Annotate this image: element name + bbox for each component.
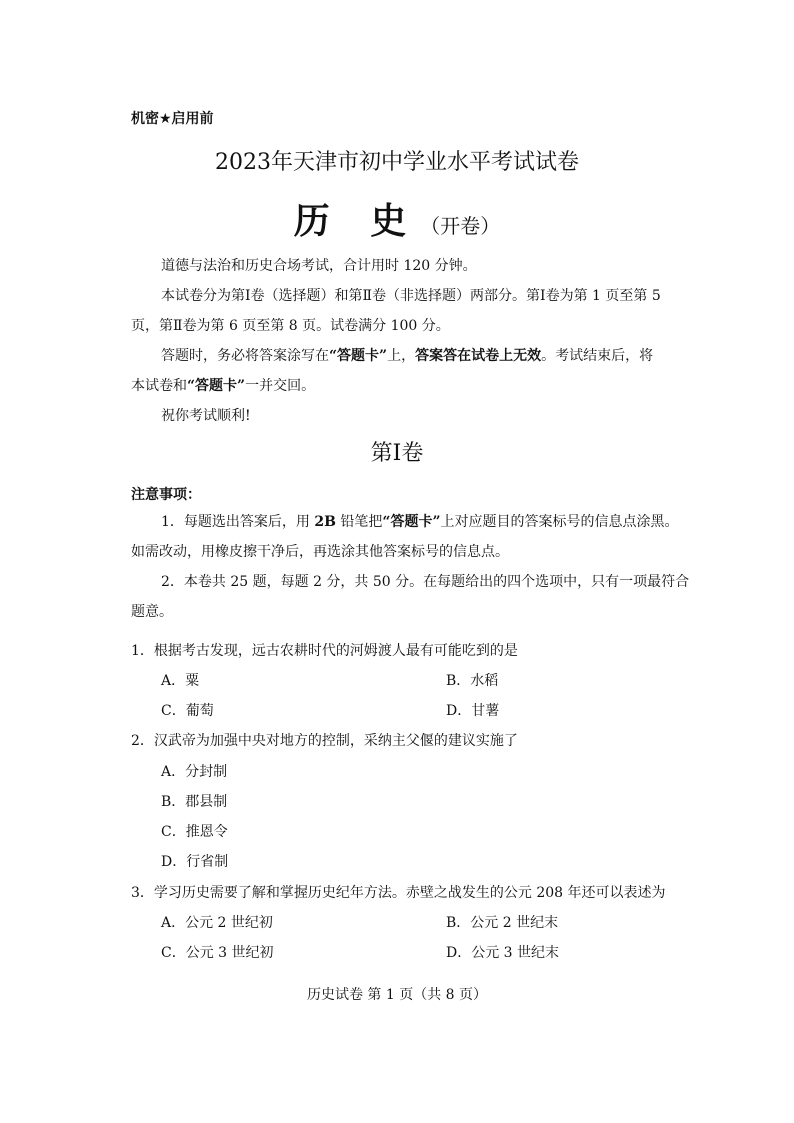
intro-paragraph-2-line-2: 页，第Ⅱ卷为第 6 页至第 8 页。试卷满分 100 分。 [131, 318, 450, 334]
question-2-option-a: A．分封制 [161, 764, 228, 780]
text-run: 。考试结束后，将 [541, 348, 654, 364]
text-run: 答题时，务必将答案涂写在 [161, 348, 329, 364]
text-run: 一并交回。 [245, 378, 316, 394]
subject-note: （开卷） [420, 214, 501, 238]
answer-card-term: “答题卡” [187, 378, 246, 394]
question-2-stem: 2．汉武帝为加强中央对地方的控制，采纳主父偃的建议实施了 [131, 733, 518, 749]
question-1-option-b: B．水稻 [446, 673, 499, 689]
text-run: 本试卷和 [131, 378, 187, 394]
notice-heading: 注意事项： [131, 487, 201, 503]
intro-paragraph-1: 道德与法治和历史合场考试，合计用时 120 分钟。 [161, 258, 477, 274]
text-run: 上对应题目的答案标号的信息点涂黑。 [440, 514, 679, 530]
exam-title: 2023年天津市初中学业水平考试试卷 [215, 150, 579, 175]
notice-item-2-line-2: 题意。 [131, 604, 173, 620]
answer-card-term: “答题卡” [329, 348, 388, 364]
question-2-option-c: C．推恩令 [161, 824, 228, 840]
question-3-option-a: A．公元 2 世纪初 [161, 915, 273, 931]
intro-paragraph-3-line-2 [131, 376, 315, 396]
notice-item-2-line-1: 2．本卷共 25 题，每题 2 分，共 50 分。在每题给出的四个选项中，只有一项最符合 [161, 574, 690, 590]
question-3-option-b: B．公元 2 世纪末 [446, 915, 559, 931]
question-2-option-d: D．行省制 [161, 854, 229, 870]
notice-item-1-line-1 [161, 512, 679, 532]
page-footer: 历史试卷 第 1 页（共 8 页） [306, 987, 488, 1003]
question-1-option-a: A．粟 [161, 673, 200, 689]
text-run: 1．每题选出答案后，用 [161, 514, 315, 530]
subject-name: 历 史 [293, 200, 421, 242]
notice-item-1-line-2: 如需改动，用橡皮擦干净后，再选涂其他答案标号的信息点。 [131, 544, 509, 560]
confidential-label: 机密★启用前 [131, 111, 214, 127]
question-1-stem: 1．根据考古发现，远古农耕时代的河姆渡人最有可能吃到的是 [131, 643, 518, 659]
question-3-option-d: D．公元 3 世纪末 [446, 945, 560, 961]
question-2-option-b: B．郡县制 [161, 794, 228, 810]
good-luck-text: 祝你考试顺利! [161, 408, 251, 424]
intro-paragraph-2-line-1: 本试卷分为第Ⅰ卷（选择题）和第Ⅱ卷（非选择题）两部分。第Ⅰ卷为第 1 页至第 5 [161, 288, 661, 304]
question-3-stem: 3．学习历史需要了解和掌握历史纪年方法。赤壁之战发生的公元 208 年还可以表述为 [131, 885, 666, 901]
invalid-warning: 答案答在试卷上无效 [415, 348, 542, 364]
question-1-option-c: C．葡萄 [161, 703, 214, 719]
text-run: 上， [387, 348, 416, 364]
section-title: 第Ⅰ卷 [370, 441, 424, 466]
question-1-option-d: D．甘薯 [446, 703, 500, 719]
text-run: 铅笔把 [335, 514, 383, 530]
subject-title [0, 193, 794, 244]
intro-paragraph-3-line-1 [161, 346, 653, 366]
answer-card-term: “答题卡” [382, 514, 441, 530]
pencil-type: 2B [314, 514, 336, 530]
question-3-option-c: C．公元 3 世纪初 [161, 945, 274, 961]
